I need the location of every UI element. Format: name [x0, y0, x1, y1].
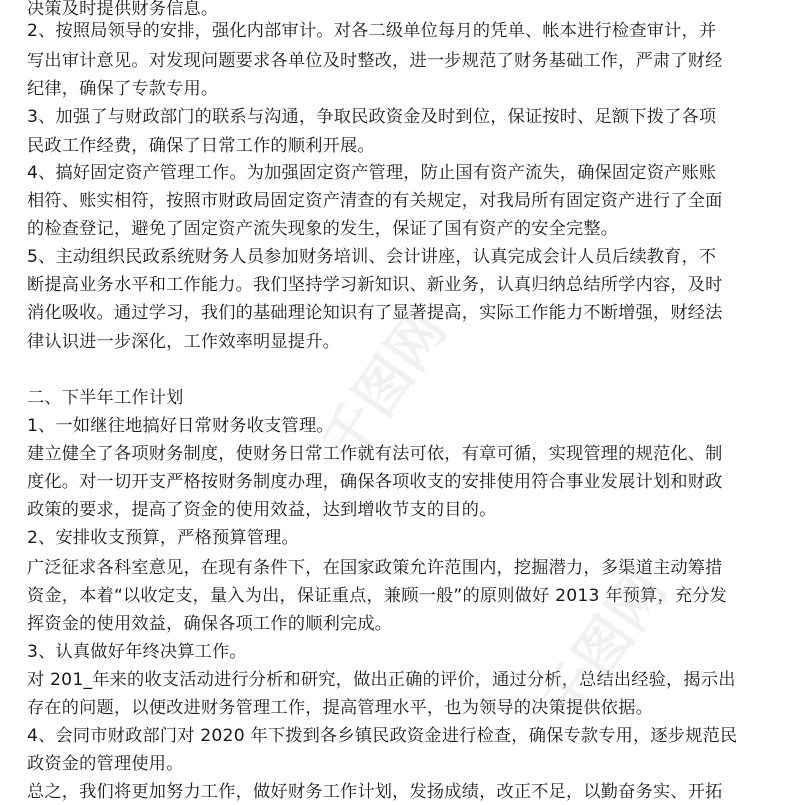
text-line: 4、搞好固定资产管理工作。为加强固定资产管理，防止国有资产流失，确保固定资产账账 [27, 163, 717, 183]
text-line: 相符、账实相符，按照市财政局固定资产清查的有关规定，对我局所有固定资产进行了全面 [27, 191, 723, 211]
text-line: 资金，本着“以收定支，量入为出，保证重点，兼顾一般”的原则做好 2013 年预算，充分发 [27, 586, 728, 606]
text-line: 纪律，确保了专款专用。 [27, 79, 219, 99]
text-line: 4、会同市财政部门对 2020 年下拨到各乡镇民政资金进行检查，确保专款专用，逐步规范民 [27, 726, 738, 746]
text-line: 写出审计意见。对发现问题要求各单位及时整改，进一步规范了财务基础工作，严肃了财经 [27, 51, 723, 71]
watermark: 千图网 [529, 559, 680, 735]
section-heading: 二、下半年工作计划 [27, 388, 184, 408]
text-line: 决策及时提供财务信息。 [27, 0, 219, 19]
text-line: 5、主动组织民政系统财务人员参加财务培训、会计讲座，认真完成会计人员后续教育，不 [27, 247, 717, 267]
text-line: 政策的要求，提高了资金的使用效益，达到增收节支的目的。 [27, 500, 497, 520]
text-line: 政资金的管理使用。 [27, 754, 184, 774]
blank-line [27, 357, 787, 383]
watermark: 千图网 [309, 299, 460, 475]
text-line: 消化吸收。通过学习，我们的基础理论知识有了显著提高，实际工作能力不断增强，财经法 [27, 303, 723, 323]
text-line: 度化。对一切开支严格按财务制度办理，确保各项收支的安排使用符合事业发展计划和财政 [27, 472, 723, 492]
text-line: 广泛征求各科室意见，在现有条件下，在国家政策允许范围内，挖掘潜力，多渠道主动筹措 [27, 558, 723, 578]
text-line: 2、按照局领导的安排，强化内部审计。对各二级单位每月的凭单、帐本进行检查审计，并 [27, 21, 717, 41]
text-line: 3、加强了与财政部门的联系与沟通，争取民政资金及时到位，保证按时、足额下拨了各项 [27, 107, 717, 127]
text-line: 民政工作经费，确保了日常工作的顺利开展。 [27, 136, 375, 156]
text-line: 的检查登记，避免了固定资产流失现象的发生，保证了国有资产的安全完整。 [27, 219, 619, 239]
text-line: 挥资金的使用效益，确保各项工作的顺利完成。 [27, 614, 393, 634]
text-line: 1、一如继往地搞好日常财务收支管理。 [27, 416, 334, 436]
text-line: 2、安排收支预算，严格预算管理。 [27, 528, 299, 548]
text-line: 3、认真做好年终决算工作。 [27, 642, 247, 662]
text-line: 对 201_年来的收支活动进行分析和研究，做出正确的评价，通过分析，总结出经验，揭示出 [27, 670, 736, 690]
text-line: 断提高业务水平和工作能力。我们坚持学习新知识、新业务，认真归纳总结所学内容，及时 [27, 275, 723, 295]
text-line: 总之，我们将更加努力工作，做好财务工作计划，发扬成绩，改正不足，以勤奋务实、开拓 [27, 782, 723, 802]
text-line: 建立健全了各项财务制度，使财务日常工作就有法可依，有章可循，实现管理的规范化、制 [27, 444, 723, 464]
text-line: 存在的问题，以便改进财务管理工作，提高管理水平，也为领导的决策提供依据。 [27, 698, 653, 718]
text-line: 律认识进一步深化，工作效率明显提升。 [27, 332, 340, 352]
